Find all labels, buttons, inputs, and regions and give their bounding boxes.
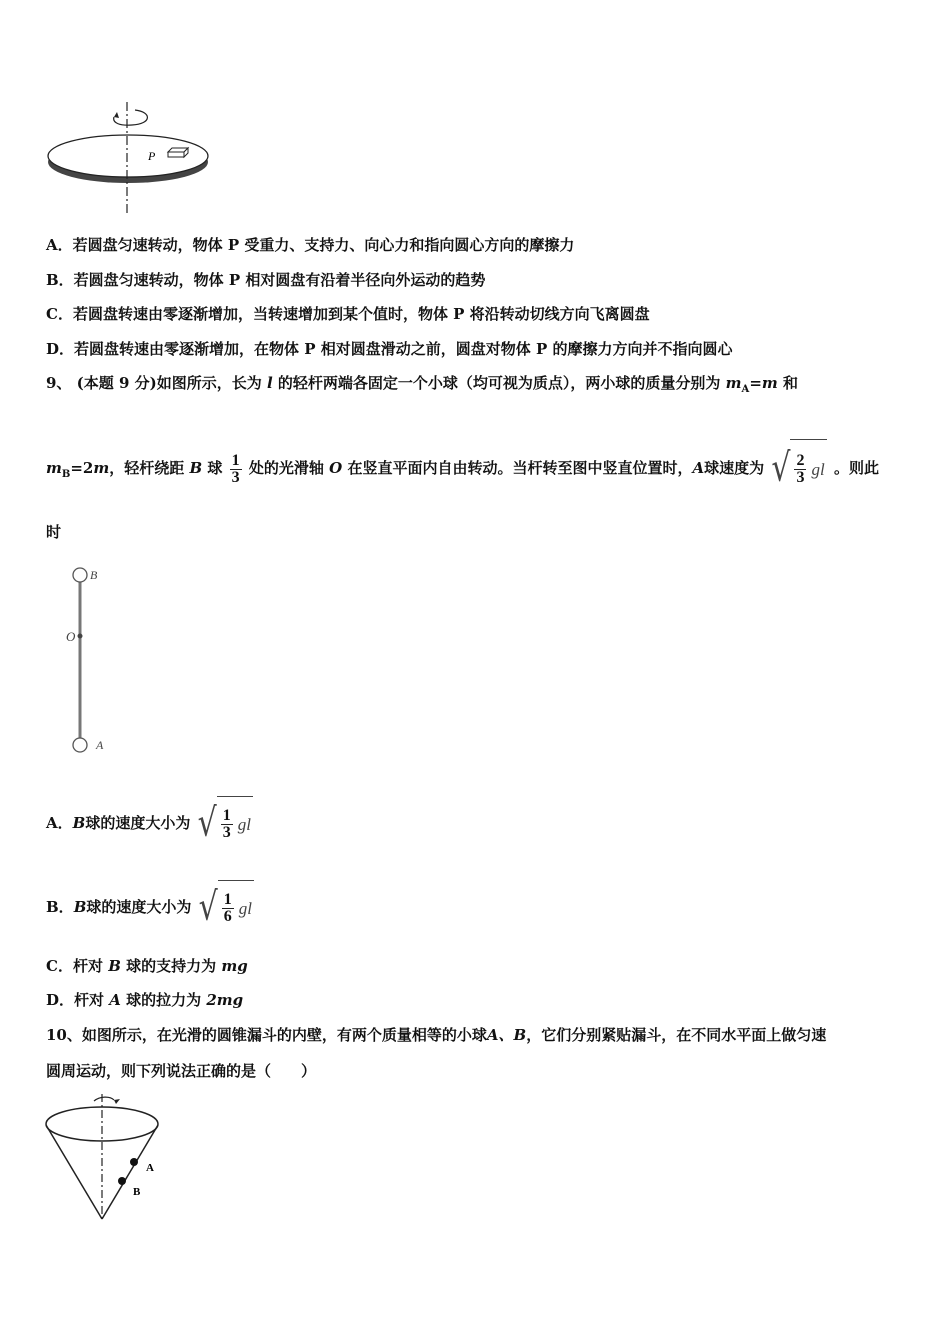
ball-a: [130, 1158, 138, 1166]
q10-line-1: 10、如图所示，在光滑的圆锥漏斗的内壁，有两个质量相等的小球A、B，它们分别紧贴漏斗，在不同水平面上做匀速: [46, 1026, 827, 1044]
arrow-head-icon: [114, 1099, 120, 1104]
q8-option-b: B．若圆盘匀速转动，物体 P 相对圆盘有沿着半径向外运动的趋势: [46, 271, 486, 289]
ball-a: [73, 738, 87, 752]
pivot-o: [78, 634, 83, 639]
q9-option-b: B．B球的速度大小为 √ $\frac{1}{6}$ gl: [46, 879, 256, 937]
q9-line-3: 时: [46, 523, 62, 541]
q8-option-c: C．若圆盘转速由零逐渐增加，当转速增加到某个值时，物体 P 将沿转动切线方向飞离圆盘: [46, 305, 650, 323]
q9-line-2: $m_B=2m$，轻杆绕距 B 球 $\frac{1}{3}$ 处的光滑轴 O 在竖直平面内自由转动。当杆转至图中竖直位置时，A球速度为 √ $\frac{2}{3}$ gl 。则此: [46, 438, 879, 505]
cone-funnel-figure: [40, 1092, 180, 1227]
sqrt-one-third-gl: √ $\frac{1}{3}$ gl: [198, 796, 253, 853]
arrow-head-icon: [114, 112, 119, 118]
q9-line-1: 9、 (本题 9 分)如图所示，长为 l 的轻杆两端各固定一个小球（均可视为质点），两小球的质量分别为 $m_A=m$ 和: [46, 374, 799, 395]
rotation-arrow-icon: [94, 1097, 114, 1101]
q9-option-a: A．B球的速度大小为 √ $\frac{1}{3}$ gl: [46, 795, 255, 853]
label-b: B: [133, 1186, 141, 1198]
rod-figure: [60, 560, 120, 760]
q9-option-c: C．杆对 B 球的支持力为 mg: [46, 957, 248, 975]
q8-option-d: D．若圆盘转速由零逐渐增加，在物体 P 相对圆盘滑动之前，圆盘对物体 P 的摩擦力方向并不指向圆心: [46, 340, 733, 358]
label-o: O: [66, 629, 76, 644]
block-p: [168, 148, 188, 157]
sqrt-two-thirds-gl: √ $\frac{2}{3}$ gl: [771, 439, 826, 500]
ball-b: [73, 568, 87, 582]
label-a: A: [96, 738, 104, 752]
rotating-disk-figure: [40, 98, 220, 218]
fraction-one-third: $\frac{1}{3}$: [231, 451, 240, 486]
sqrt-one-sixth-gl: √ $\frac{1}{6}$ gl: [199, 880, 254, 937]
label-p: P: [148, 149, 156, 163]
q10-line-2: 圆周运动，则下列说法正确的是（ ）: [46, 1062, 317, 1080]
label-a: A: [146, 1162, 154, 1174]
q9-option-d: D．杆对 A 球的拉力为 2mg: [46, 991, 244, 1009]
ball-b: [118, 1177, 126, 1185]
q8-option-a: A．若圆盘匀速转动，物体 P 受重力、支持力、向心力和指向圆心方向的摩擦力: [46, 236, 575, 254]
label-b: B: [90, 568, 98, 582]
